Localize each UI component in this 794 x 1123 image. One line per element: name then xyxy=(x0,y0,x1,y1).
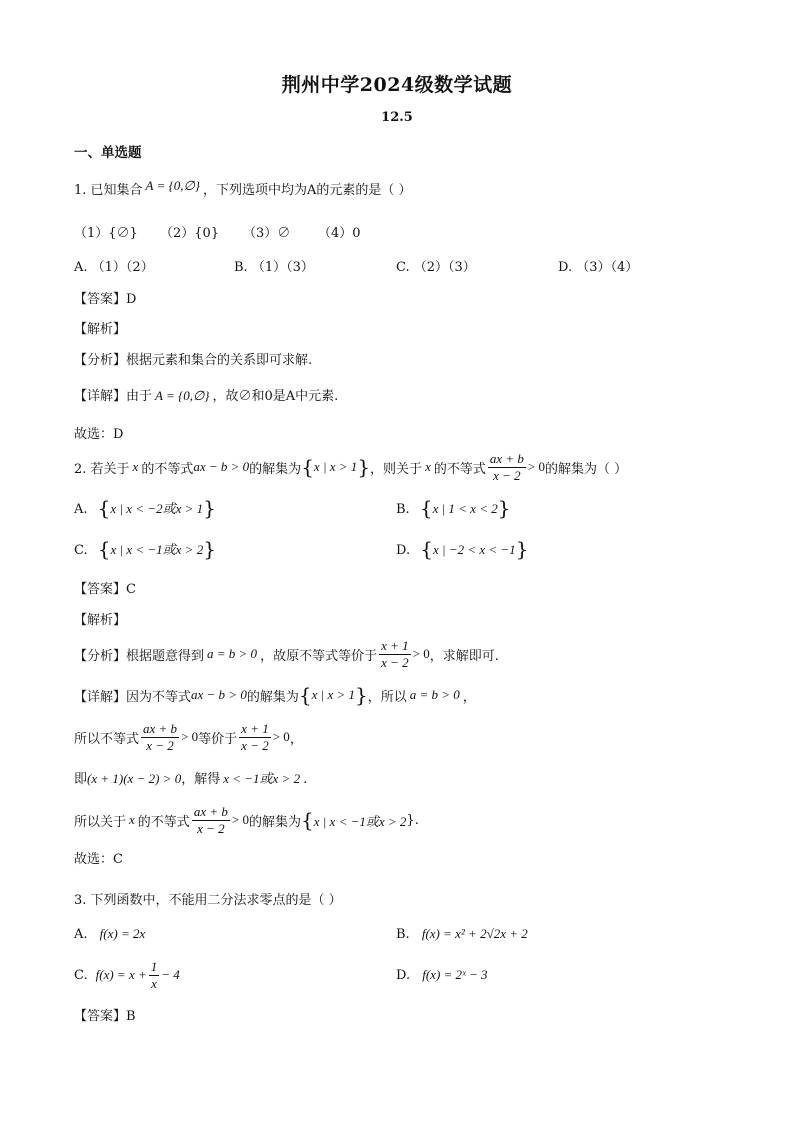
q2-line4-b: 的不等式 xyxy=(137,814,190,830)
q2-detail-d: ， xyxy=(462,689,476,705)
q1-fenxi: 【分析】根据元素和集合的关系即可求解. xyxy=(74,353,313,368)
q1-detail-post: ，故∅和0是A中元素. xyxy=(212,389,339,404)
q3-opt-a-expr: f(x) = 2x xyxy=(99,926,146,941)
q2-fenxi-a: 【分析】根据题意得到 xyxy=(74,648,205,664)
q1-item-3: （3）∅ xyxy=(243,226,291,241)
q2-fraction xyxy=(488,452,526,483)
q2-detail-a: 【详解】因为不等式 xyxy=(74,689,192,705)
q2-fenxi-gt0: > 0 xyxy=(412,646,430,661)
q2-fenxi-c: ，求解即可. xyxy=(429,648,499,664)
q2-answer: 【答案】C xyxy=(74,582,136,597)
q3-opt-b-label: B. xyxy=(396,927,410,942)
q2-line3-sol: x < −1或x > 2 xyxy=(223,771,301,786)
q2-analysis-label: 【解析】 xyxy=(74,613,127,628)
q2-var-x2: x xyxy=(425,459,431,474)
q2-line3-b: ，解得 xyxy=(181,772,221,787)
q2-frac-den: x − 2 xyxy=(493,467,521,483)
q2-fenxi-num: x + 1 xyxy=(381,637,409,653)
q3-option-c xyxy=(74,956,180,994)
q3-option-d xyxy=(396,967,488,983)
q2-detail-c: ，所以 xyxy=(367,689,407,705)
q2-fenxi xyxy=(74,636,499,672)
q2-line3-c: . xyxy=(303,772,308,787)
q2-frac-num: ax + b xyxy=(489,450,524,466)
q2-line4-a: 所以关于 xyxy=(74,814,127,830)
q2-line2-den1: x − 2 xyxy=(146,737,174,753)
q3-option-b xyxy=(396,926,528,942)
q2-line2-c: ， xyxy=(289,731,303,747)
q3-opt-c-den: x xyxy=(151,975,157,991)
q2-detail-ineq: ax − b > 0 xyxy=(191,687,247,702)
q2-choice: 故选：C xyxy=(74,852,123,867)
q1-answer: 【答案】D xyxy=(74,292,137,307)
q2-brace-close: } xyxy=(357,455,371,479)
q2-detail-brace-open: { xyxy=(298,683,312,707)
q2-opt-c-set: x | x < −1或x > 2 xyxy=(110,542,204,557)
q3-opt-d-expr: f(x) = 2ˣ − 3 xyxy=(422,967,488,982)
q2-line2-gt0b: > 0 xyxy=(272,729,290,744)
q1-item-2: （2）{0} xyxy=(160,226,220,241)
q2-opt-b-brace-close: } xyxy=(497,496,511,520)
q2-line4-brace-close: } xyxy=(406,812,415,828)
q2-opt-d-label: D. xyxy=(396,543,411,558)
q1-detail-set: A = {0,∅} xyxy=(155,388,210,403)
q1-stem xyxy=(74,178,412,198)
q2-opt-d-brace-close: } xyxy=(515,537,529,561)
q2-fenxi-eq: a = b > 0 xyxy=(207,646,258,661)
q1-detail-pre: 【详解】由于 xyxy=(74,389,153,404)
q2-opt-a-set: x | x < −2或x > 1 xyxy=(110,501,204,516)
q2-line4-frac xyxy=(192,805,230,836)
q2-opt-c-brace-close: } xyxy=(203,537,216,561)
q2-opt-b-brace-open: { xyxy=(419,496,433,520)
q2-fenxi-b: ，故原不等式等价于 xyxy=(260,648,378,664)
exam-date: 12.5 xyxy=(381,110,413,125)
q2-line4-x: x xyxy=(129,812,135,827)
q2-option-c xyxy=(74,537,216,561)
q2-line4-set: x | x < −1或x > 2 xyxy=(313,813,407,829)
q3-option-a xyxy=(74,926,145,942)
q1-stem-pre: 1. 已知集合 xyxy=(74,183,143,198)
q2-detail-set: x | x > 1 xyxy=(311,687,355,702)
q2-line3-eq: (x + 1)(x − 2) > 0 xyxy=(87,771,182,786)
q2-stem xyxy=(74,449,627,485)
q2-opt-a-brace-open: { xyxy=(97,496,111,520)
q2-detail-line4 xyxy=(74,801,419,839)
q1-item-1: （1）{∅} xyxy=(74,226,138,241)
q2-opt-a-brace-close: } xyxy=(203,496,216,520)
q3-opt-a-label: A. xyxy=(74,927,88,942)
q2-option-d xyxy=(396,537,528,561)
q2-opt-d-set: x | −2 < x < −1 xyxy=(432,542,516,557)
q2-line2-frac1 xyxy=(141,722,179,753)
q1-option-c: C. （2）（3） xyxy=(396,260,476,275)
section-heading: 一、单选题 xyxy=(74,145,142,161)
q2-stem-a: 2. 若关于 xyxy=(74,461,130,477)
q2-fenxi-den: x − 2 xyxy=(381,654,409,670)
q2-detail-line3 xyxy=(74,768,307,787)
q1-option-a: A. （1）（2） xyxy=(74,260,154,275)
q1-option-b: B. （1）（3） xyxy=(234,260,314,275)
q2-line2-b: 等价于 xyxy=(198,731,238,747)
q2-stem-e: 的不等式 xyxy=(433,461,486,477)
q1-stem-post: ，下列选项中均为A的元素的是（ ） xyxy=(203,183,412,198)
q2-stem-d: ，则关于 xyxy=(370,461,423,477)
q1-option-d: D. （3）（4） xyxy=(558,260,639,275)
q2-line4-num: ax + b xyxy=(193,803,228,819)
q3-opt-c-frac xyxy=(149,960,160,991)
q2-gt0: > 0 xyxy=(527,459,545,474)
q2-line4-c: 的解集为 xyxy=(248,814,301,830)
q2-var-x: x xyxy=(132,459,139,474)
q3-answer: 【答案】B xyxy=(74,1009,136,1024)
q2-inequality: ax − b > 0 xyxy=(193,459,250,474)
q2-detail-eq: a = b > 0 xyxy=(409,687,460,702)
q2-line2-frac2 xyxy=(239,722,271,753)
q2-brace-open: { xyxy=(301,455,314,479)
q2-fenxi-fraction xyxy=(379,639,411,670)
q2-opt-c-brace-open: { xyxy=(97,537,111,561)
q2-line3-a: 即 xyxy=(74,772,88,787)
q1-detail xyxy=(74,385,338,404)
q1-set-def: A = {0,∅} xyxy=(145,178,200,193)
q2-line2-den2: x − 2 xyxy=(241,737,269,753)
q2-detail-line1 xyxy=(74,680,476,710)
q1-choice: 故选：D xyxy=(74,427,124,442)
page-title: 荆州中学2024级数学试题 xyxy=(281,74,513,96)
q2-line4-gt0: > 0 xyxy=(231,812,249,827)
q2-line2-num2: x + 1 xyxy=(241,720,269,736)
q3-opt-c-num: 1 xyxy=(150,958,158,974)
q2-stem-b: 的不等式 xyxy=(141,461,194,477)
q2-opt-c-label: C. xyxy=(74,543,88,558)
q2-opt-a-label: A. xyxy=(74,502,88,517)
q2-detail-brace-close: } xyxy=(354,683,368,707)
q3-opt-d-label: D. xyxy=(396,968,411,983)
q2-opt-b-label: B. xyxy=(396,502,410,517)
q2-detail-b: 的解集为 xyxy=(246,689,299,705)
q2-line2-num1: ax + b xyxy=(143,720,178,736)
q2-line2-a: 所以不等式 xyxy=(74,731,140,747)
q3-stem: 3. 下列函数中，不能用二分法求零点的是（ ） xyxy=(74,893,342,908)
q3-opt-c-pre: f(x) = x + xyxy=(95,967,147,982)
q3-opt-b-expr: f(x) = x² + 2√2x + 2 xyxy=(421,926,528,941)
q2-stem-f: 的解集为（ ） xyxy=(545,461,628,477)
q2-line2-gt0a: > 0 xyxy=(181,729,199,744)
q3-opt-c-post: − 4 xyxy=(161,967,180,982)
q1-analysis-label: 【解析】 xyxy=(74,322,127,337)
q2-line4-brace-open: { xyxy=(300,808,314,832)
q2-line4-d: . xyxy=(414,812,419,828)
q2-detail-line2 xyxy=(74,718,303,756)
q3-opt-c-label: C. xyxy=(74,967,88,983)
q2-option-b xyxy=(396,496,510,520)
q2-opt-b-set: x | 1 < x < 2 xyxy=(432,501,498,516)
q2-line4-den: x − 2 xyxy=(197,820,225,836)
q2-stem-c: 的解集为 xyxy=(249,461,302,477)
q2-set1: x | x > 1 xyxy=(313,459,358,474)
q1-item-4: （4）0 xyxy=(318,226,361,241)
q2-opt-d-brace-open: { xyxy=(420,537,433,561)
q2-option-a xyxy=(74,496,216,520)
